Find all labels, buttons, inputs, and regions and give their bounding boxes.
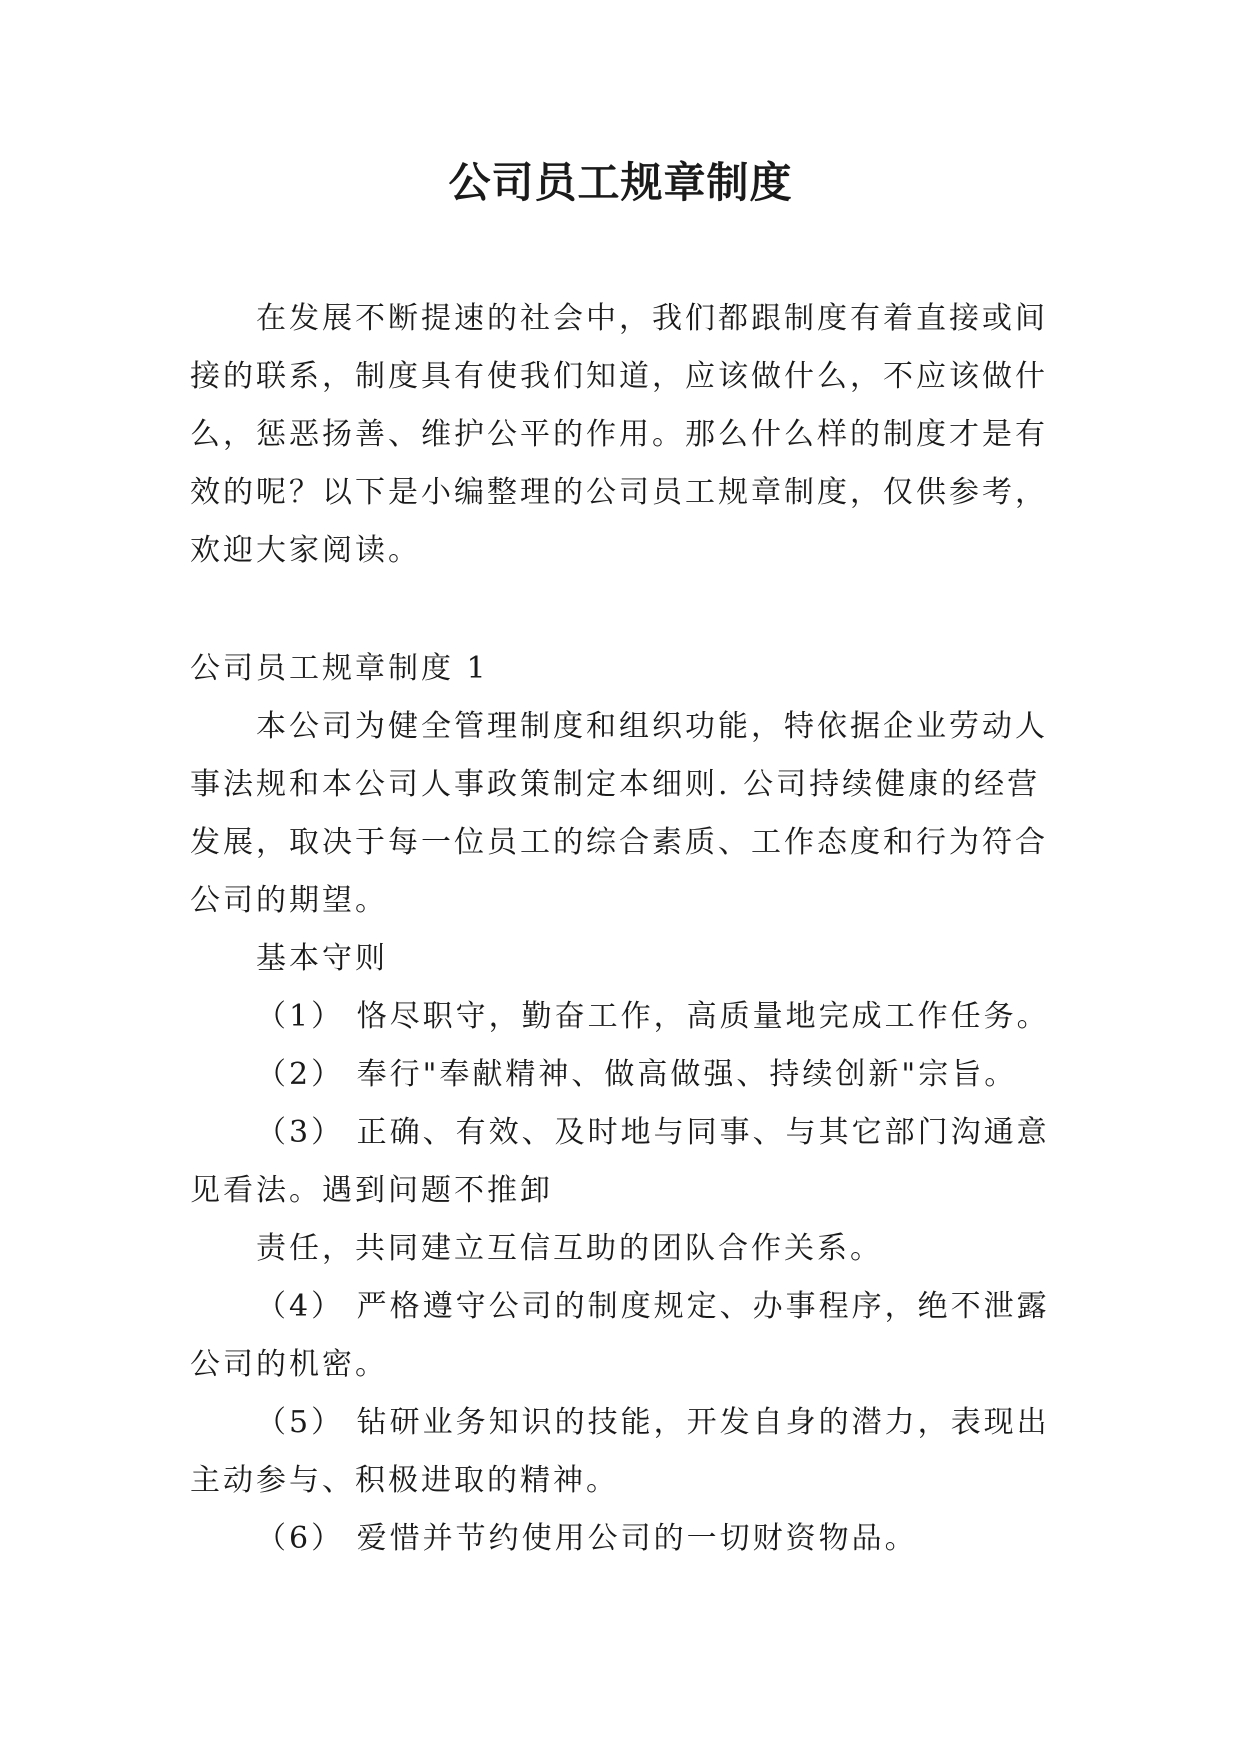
document-title: 公司员工规章制度	[448, 158, 793, 207]
rule-item: （1） 恪尽职守，勤奋工作，高质量地完成工作任务。	[256, 999, 1050, 1034]
paragraph: 责任，共同建立互信互助的团队合作关系。	[256, 1231, 883, 1266]
rule-item: （4） 严格遵守公司的制度规定、办事程序，绝不泄露公司的机密。	[190, 1289, 1050, 1382]
rule-item: （2） 奉行"奉献精神、做高做强、持续创新"宗旨。	[256, 1057, 1018, 1092]
rule-item: （5） 钻研业务知识的技能，开发自身的潜力，表现出主动参与、积极进取的精神。	[190, 1405, 1050, 1498]
rules-section	[190, 640, 1050, 1568]
intro-paragraph: 在发展不断提速的社会中，我们都跟制度有着直接或间接的联系，制度具有使我们知道，应该做什么，不应该做什么，惩恶扬善、维护公平的作用。那么什么样的制度才是有效的呢？以下是小编整理的公司员工规章制度，仅供参考，欢迎大家阅读。	[190, 301, 1048, 568]
paragraph: 本公司为健全管理制度和组织功能，特依据企业劳动人事法规和本公司人事政策制定本细则. 公司持续健康的经营发展，取决于每一位员工的综合素质、工作态度和行为符合公司的期望。	[190, 709, 1048, 918]
rule-item: （6） 爱惜并节约使用公司的一切财资物品。	[256, 1521, 918, 1556]
section-heading: 公司员工规章制度 1	[190, 651, 489, 686]
intro-section	[190, 290, 1050, 580]
paragraph: 基本守则	[256, 941, 388, 976]
rule-item: （3） 正确、有效、及时地与同事、与其它部门沟通意见看法。遇到问题不推卸	[190, 1115, 1050, 1208]
